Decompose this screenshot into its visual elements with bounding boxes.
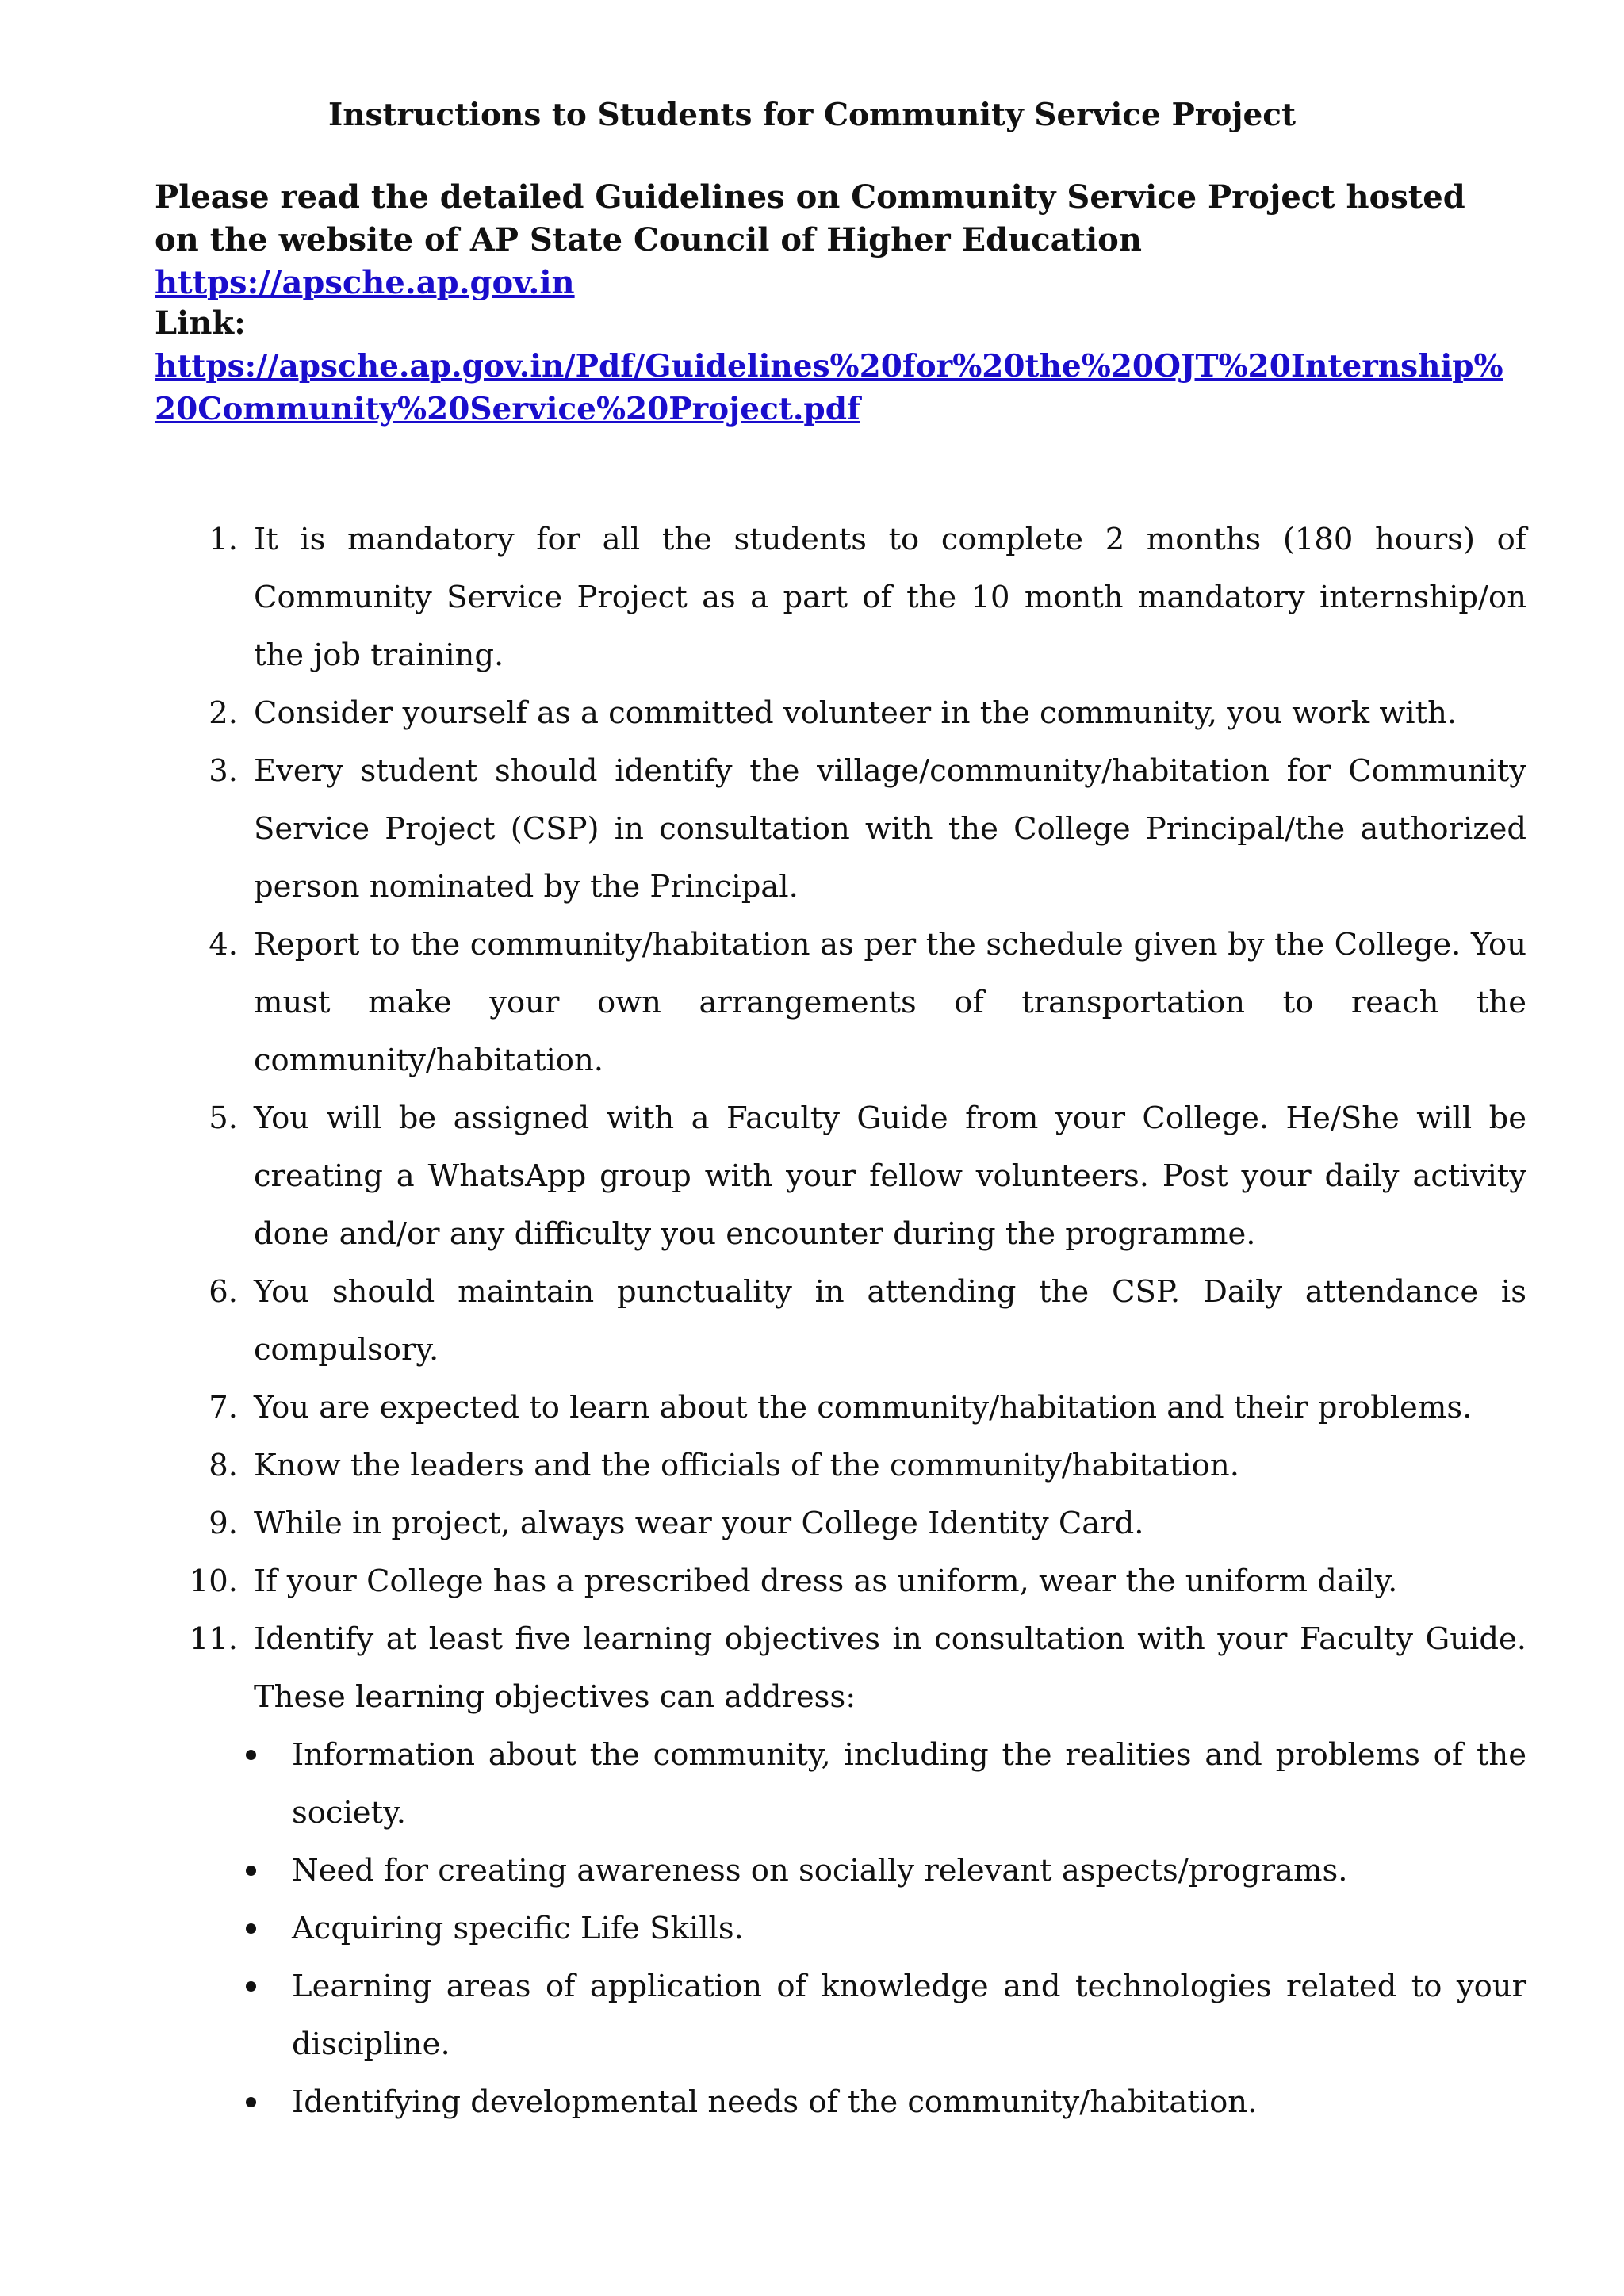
list-item-number: 8. xyxy=(209,1448,238,1483)
bullet-item xyxy=(0,1842,1526,1900)
link-label: Link: xyxy=(155,304,246,342)
list-item-number: 6. xyxy=(209,1274,238,1310)
bullet-icon xyxy=(246,1981,256,1992)
bullet-text: Acquiring specific Life Skills. xyxy=(292,1911,744,1946)
instructions-list xyxy=(0,511,1624,2131)
bullet-icon xyxy=(246,1750,256,1760)
bullet-icon xyxy=(246,1866,256,1876)
bullet-text: Learning areas of application of knowledge and technologies related to your discipline. xyxy=(292,1969,1526,2062)
document-title: Instructions to Students for Community Service Project xyxy=(327,97,1297,133)
list-item xyxy=(0,1263,1526,1379)
bullet-item xyxy=(0,1957,1526,2073)
list-item xyxy=(0,916,1526,1089)
list-item xyxy=(0,1089,1526,1263)
list-item xyxy=(0,1437,1526,1494)
intro-text: Please read the detailed Guidelines on Community Service Project hosted on the website of AP State Council of Higher Education xyxy=(155,178,1465,258)
list-item-text: You are expected to learn about the community/habitation and their problems. xyxy=(254,1390,1473,1425)
list-item xyxy=(0,1610,1526,1726)
apsche-website-link[interactable]: https://apsche.ap.gov.in xyxy=(155,264,575,301)
list-item xyxy=(0,511,1526,684)
bullet-text: Identifying developmental needs of the community/habitation. xyxy=(292,2084,1258,2120)
list-item-text: You will be assigned with a Faculty Guide from your College. He/She will be creating a WhatsApp group with your fellow volunteers. Post your daily activity done and/or any difficulty you encounter during the programme. xyxy=(254,1100,1526,1252)
list-item-number: 9. xyxy=(209,1506,238,1541)
list-item-number: 1. xyxy=(209,522,238,557)
list-item-number: 7. xyxy=(209,1390,238,1425)
bullet-item xyxy=(0,1900,1526,1957)
bullet-text: Information about the community, including the realities and problems of the society. xyxy=(292,1737,1526,1831)
bullet-icon xyxy=(246,1923,256,1934)
list-item xyxy=(0,1494,1526,1552)
list-item xyxy=(0,1552,1526,1610)
list-item-text: It is mandatory for all the students to complete 2 months (180 hours) of Community Service Project as a part of the 10 month mandatory internship/on the job training. xyxy=(254,522,1526,673)
list-item-text: Identify at least five learning objectives in consultation with your Faculty Guide. These learning objectives can address: xyxy=(254,1621,1526,1715)
bullet-item xyxy=(0,1726,1526,1842)
learning-objectives-list xyxy=(0,1726,1624,2131)
list-item-number: 2. xyxy=(209,695,238,731)
list-item xyxy=(0,684,1526,742)
intro-paragraph xyxy=(155,176,1519,304)
list-item-number: 10. xyxy=(189,1563,238,1599)
list-item-number: 5. xyxy=(209,1100,238,1136)
list-item-text: If your College has a prescribed dress as uniform, wear the uniform daily. xyxy=(254,1563,1398,1599)
guidelines-pdf-link-container xyxy=(155,345,1519,430)
list-item-number: 4. xyxy=(209,927,238,962)
list-item-text: Every student should identify the village/community/habitation for Community Service Project (CSP) in consultation with the College Principal/the authorized person nominated by the Principal. xyxy=(254,753,1526,905)
list-item-text: Know the leaders and the officials of the community/habitation. xyxy=(254,1448,1239,1483)
list-item-text: Consider yourself as a committed volunteer in the community, you work with. xyxy=(254,695,1457,731)
bullet-text: Need for creating awareness on socially relevant aspects/programs. xyxy=(292,1853,1348,1888)
guidelines-pdf-link[interactable]: https://apsche.ap.gov.in/Pdf/Guidelines%20for%20the%20OJT%20Internship%20Community%20Service%20Project.pdf xyxy=(155,348,1503,427)
list-item-number: 11. xyxy=(189,1621,238,1657)
bullet-item xyxy=(0,2073,1526,2131)
list-item-text: While in project, always wear your College Identity Card. xyxy=(254,1506,1144,1541)
list-item-text: You should maintain punctuality in attending the CSP. Daily attendance is compulsory. xyxy=(254,1274,1526,1368)
list-item xyxy=(0,742,1526,916)
list-item-number: 3. xyxy=(209,753,238,789)
list-item-text: Report to the community/habitation as per the schedule given by the College. You must make your own arrangements of transportation to reach the community/habitation. xyxy=(254,927,1526,1078)
bullet-icon xyxy=(246,2097,256,2107)
list-item xyxy=(0,1379,1526,1437)
